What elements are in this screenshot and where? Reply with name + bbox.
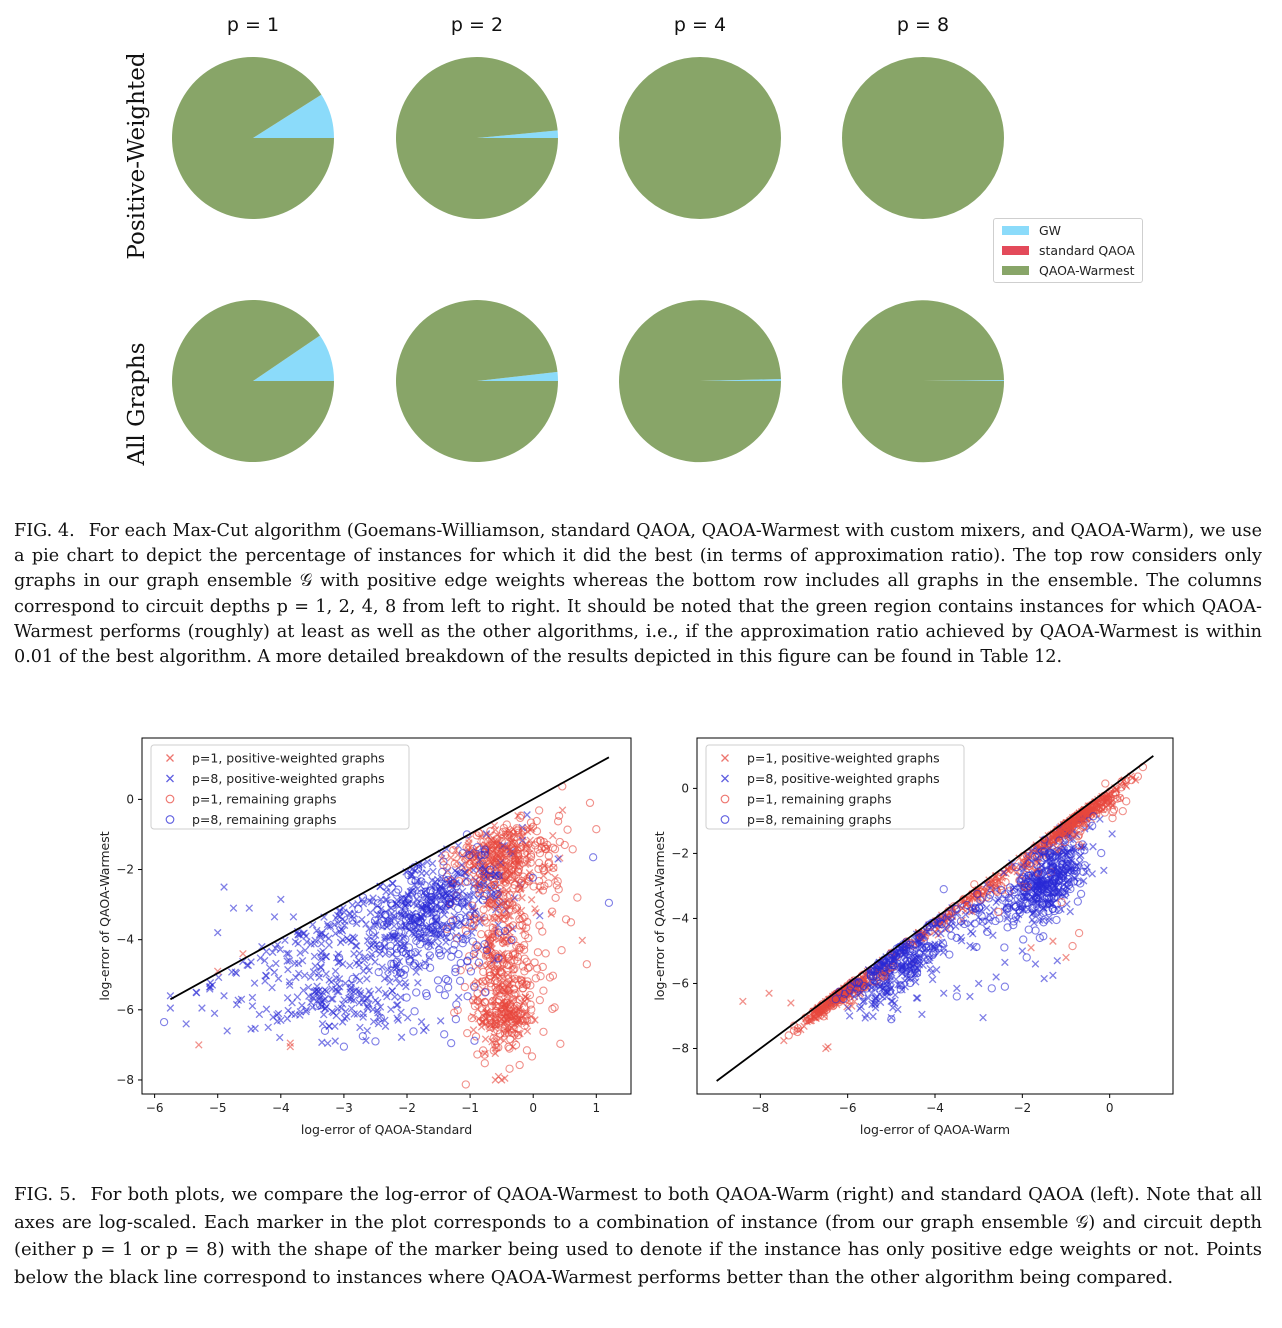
point-p-1-remaining-graphs [461,983,468,990]
point-p-8-positive-weighted-graphs [333,1012,340,1019]
x-axis-label-right: log-error of QAOA-Warm [859,1122,1011,1137]
x-tick-label-left: −6 [145,1101,164,1115]
point-p-8-positive-weighted-graphs [271,914,278,921]
point-p-1-remaining-graphs [564,826,571,833]
point-p-8-remaining-graphs [441,992,448,999]
scatter-figure [0,725,1282,1150]
legend-swatch-qaoa-warmest [1002,266,1029,275]
point-p-8-positive-weighted-graphs [325,935,332,942]
point-p-8-positive-weighted-graphs [398,1009,405,1016]
row-label-positive-weighted: Positive-Weighted [124,52,150,260]
point-p-8-remaining-graphs [471,1037,478,1044]
point-p-8-positive-weighted-graphs [285,966,292,973]
point-p-8-remaining-graphs [479,897,486,904]
point-p-8-positive-weighted-graphs [230,905,237,912]
x-tick-label-right: −4 [926,1101,944,1115]
point-p-1-positive-weighted-graphs [287,1043,294,1050]
legend-item-standard-qaoa [994,240,1142,260]
pie-slice-all-graphs-p-1-qaoa-warmest [172,300,334,462]
point-p-1-remaining-graphs [523,1047,530,1054]
point-p-1-positive-weighted-graphs [1028,944,1035,951]
legend-swatch-gw [1002,226,1029,235]
point-p-1-remaining-graphs [1069,942,1076,949]
point-p-8-positive-weighted-graphs [437,1018,444,1025]
point-p-8-positive-weighted-graphs [339,916,346,923]
point-p-8-positive-weighted-graphs [278,896,285,903]
point-p-8-remaining-graphs [605,899,612,906]
point-p-1-remaining-graphs [462,1081,469,1088]
point-p-8-positive-weighted-graphs [309,1004,316,1011]
point-p-8-remaining-graphs [457,977,464,984]
point-p-8-positive-weighted-graphs [393,1002,400,1009]
point-p-1-remaining-graphs [474,1051,481,1058]
point-p-1-positive-weighted-graphs [195,1042,202,1049]
y-tick-label-left: 0 [126,792,134,807]
point-p-8-positive-weighted-graphs [211,1010,218,1017]
point-p-8-positive-weighted-graphs [919,1011,926,1018]
point-p-8-positive-weighted-graphs [311,953,318,960]
legend-label-p-1-remaining-graphs: p=1, remaining graphs [192,791,337,807]
point-p-8-positive-weighted-graphs [224,1028,231,1035]
column-header-p4: p = 4 [673,14,727,36]
point-p-8-remaining-graphs [434,977,441,984]
point-p-1-remaining-graphs [1119,808,1126,815]
point-p-8-positive-weighted-graphs [356,977,363,984]
point-p-8-positive-weighted-graphs [1109,831,1116,838]
point-p-8-positive-weighted-graphs [347,962,354,969]
point-p-8-positive-weighted-graphs [332,1023,339,1030]
point-p-1-remaining-graphs [574,894,581,901]
point-p-8-positive-weighted-graphs [256,1011,263,1018]
point-p-8-positive-weighted-graphs [940,990,947,997]
legend-label-p-8-remaining-graphs: p=8, remaining graphs [192,812,337,827]
point-p-8-remaining-graphs [1001,983,1008,990]
point-p-8-positive-weighted-graphs [353,960,360,967]
point-p-8-remaining-graphs [464,993,471,1000]
legend-label-gw: GW [1039,222,1062,238]
point-p-8-positive-weighted-graphs [284,995,291,1002]
point-p-8-positive-weighted-graphs [975,980,982,987]
fig5-caption-label: FIG. 5. [14,1184,77,1205]
point-p-8-positive-weighted-graphs [263,1006,270,1013]
point-p-8-remaining-graphs [444,977,451,984]
x-tick-label-left: −5 [208,1101,227,1115]
pie-slice-all-graphs-p-4-qaoa-warmest [619,300,781,462]
point-p-1-remaining-graphs [593,826,600,833]
point-p-8-remaining-graphs [455,951,462,958]
point-p-1-remaining-graphs [549,1005,556,1012]
point-p-8-positive-weighted-graphs [292,939,299,946]
point-p-8-positive-weighted-graphs [295,970,302,977]
point-p-8-positive-weighted-graphs [251,980,258,987]
point-p-8-positive-weighted-graphs [199,1005,206,1012]
point-p-1-positive-weighted-graphs [740,998,747,1005]
legend-label-p-1-remaining-graphs: p=1, remaining graphs [747,791,892,807]
y-tick-label-left: −8 [116,1072,134,1087]
row-label-all-graphs: All Graphs [124,342,150,466]
point-p-8-positive-weighted-graphs [323,971,330,978]
point-p-8-positive-weighted-graphs [398,1034,405,1041]
point-p-1-positive-weighted-graphs [1063,954,1070,961]
point-p-8-positive-weighted-graphs [193,989,200,996]
point-p-8-remaining-graphs [413,989,420,996]
point-p-1-remaining-graphs [536,807,543,814]
point-p-8-positive-weighted-graphs [391,994,398,1001]
x-axis-label-left: log-error of QAOA-Standard [300,1122,473,1137]
y-axis-label-right: log-error of QAOA-Warmest [652,831,667,1001]
point-p-1-remaining-graphs [558,947,565,954]
column-header-p8: p = 8 [896,14,950,36]
pie-slice-all-graphs-p-2-qaoa-warmest [396,300,558,462]
point-p-1-remaining-graphs [464,1030,471,1037]
point-p-8-remaining-graphs [1032,927,1039,934]
point-p-1-remaining-graphs [536,997,543,1004]
point-p-1-positive-weighted-graphs [482,1036,489,1043]
point-p-8-positive-weighted-graphs [415,979,422,986]
point-p-1-remaining-graphs [586,799,593,806]
point-p-8-positive-weighted-graphs [889,998,896,1005]
legend-label-p-8-remaining-graphs: p=8, remaining graphs [747,812,892,827]
pie-positive-weighted-p-4 [619,57,781,219]
point-p-8-positive-weighted-graphs [1090,843,1097,850]
point-p-8-remaining-graphs [442,975,449,982]
point-p-8-positive-weighted-graphs [319,1039,326,1046]
point-p-1-positive-weighted-graphs [1050,938,1057,945]
point-p-8-positive-weighted-graphs [183,1021,190,1028]
point-p-8-positive-weighted-graphs [359,916,366,923]
point-p-8-positive-weighted-graphs [249,994,256,1001]
point-p-8-positive-weighted-graphs [404,1014,411,1021]
point-p-8-positive-weighted-graphs [388,1006,395,1013]
point-p-8-positive-weighted-graphs [367,909,374,916]
point-p-8-positive-weighted-graphs [429,860,436,867]
point-p-8-positive-weighted-graphs [895,1006,902,1013]
fig4-caption-text: For each Max-Cut algorithm (Goemans-Williamson, standard QAOA, QAOA-Warmest with custom mixers, and QAOA-Warm), we use a pie chart to depict the percentage of instances for which it did the best (in terms of approximation ratio). The top row considers only graphs in our graph ensemble 𝒢 with positive edge weights whereas the bottom row includes all graphs in the ensemble. The columns correspond to circuit depths p = 1, 2, 4, 8 from left to right. It should be noted that the green region contains instances for which QAOA-Warmest performs (roughly) at least as well as the other algorithms, i.e., if the approximation ratio achieved by QAOA-Warmest is within 0.01 of the best algorithm. A more detailed breakdown of the results depicted in this figure can be found in Table 12. [14,521,1262,668]
point-p-8-positive-weighted-graphs [993,899,1000,906]
point-p-1-remaining-graphs [545,852,552,859]
point-p-1-positive-weighted-graphs [528,896,535,903]
point-p-1-remaining-graphs [481,1060,488,1067]
point-p-1-remaining-graphs [506,1065,513,1072]
point-p-8-remaining-graphs [1001,944,1008,951]
point-p-8-positive-weighted-graphs [326,977,333,984]
point-p-1-positive-weighted-graphs [788,1000,795,1007]
point-p-8-positive-weighted-graphs [344,1013,351,1020]
point-p-8-positive-weighted-graphs [423,1024,430,1031]
legend-label-p-1-positive-weighted-graphs: p=1, positive-weighted graphs [192,750,385,766]
point-p-1-remaining-graphs [528,1053,535,1060]
point-p-8-positive-weighted-graphs [342,980,349,987]
point-p-8-positive-weighted-graphs [265,1024,272,1031]
y-tick-label-left: −4 [116,932,134,947]
point-p-1-remaining-graphs [540,987,547,994]
legend-label-p-8-positive-weighted-graphs: p=8, positive-weighted graphs [192,771,385,786]
pie-slice-all-graphs-p-8-qaoa-warmest [842,300,1004,462]
point-p-1-remaining-graphs [512,1041,519,1048]
point-p-8-remaining-graphs [1077,890,1084,897]
point-p-8-positive-weighted-graphs [1089,871,1096,878]
point-p-8-positive-weighted-graphs [320,1011,327,1018]
point-p-8-positive-weighted-graphs [248,1026,255,1033]
y-tick-label-right: −2 [671,846,689,861]
point-p-8-positive-weighted-graphs [870,1013,877,1020]
point-p-1-positive-weighted-graphs [825,1044,832,1051]
point-p-8-positive-weighted-graphs [326,942,333,949]
point-p-8-remaining-graphs [1098,849,1105,856]
x-tick-label-left: −1 [461,1101,479,1115]
point-p-8-positive-weighted-graphs [332,1038,339,1045]
x-tick-label-left: −4 [271,1101,290,1115]
point-p-8-positive-weighted-graphs [385,973,392,980]
point-p-8-positive-weighted-graphs [1029,917,1036,924]
point-p-8-positive-weighted-graphs [536,912,543,919]
point-p-8-positive-weighted-graphs [914,995,921,1002]
point-p-8-positive-weighted-graphs [221,884,228,891]
point-p-1-positive-weighted-graphs [240,950,247,957]
point-p-8-positive-weighted-graphs [332,968,339,975]
y-tick-label-right: −6 [671,976,689,991]
scatter-legend-left [151,745,409,829]
legend-label-p-1-positive-weighted-graphs: p=1, positive-weighted graphs [747,750,940,766]
legend-item-qaoa-warmest [994,260,1142,280]
point-p-8-remaining-graphs [439,868,446,875]
point-p-8-positive-weighted-graphs [390,880,397,887]
pie-positive-weighted-p-8 [842,57,1004,219]
fig4-caption [14,519,1262,670]
scatter-panel-left [97,738,631,1137]
scatter-legend-right [706,745,964,829]
point-p-1-remaining-graphs [472,1033,479,1040]
point-p-8-positive-weighted-graphs [430,868,437,875]
point-p-1-remaining-graphs [549,844,556,851]
point-p-8-positive-weighted-graphs [1054,957,1061,964]
point-p-8-positive-weighted-graphs [284,1015,291,1022]
y-tick-label-left: −2 [116,862,134,877]
point-p-8-positive-weighted-graphs [455,994,462,1001]
pie-positive-weighted-p-2 [396,57,558,219]
point-p-1-remaining-graphs [1123,798,1130,805]
point-p-8-positive-weighted-graphs [337,939,344,946]
point-p-1-remaining-graphs [534,949,541,956]
point-p-8-positive-weighted-graphs [967,993,974,1000]
pie-slice-positive-weighted-p-4-qaoa-warmest [619,57,781,219]
point-p-8-positive-weighted-graphs [273,960,280,967]
point-p-8-positive-weighted-graphs [308,999,315,1006]
point-p-8-remaining-graphs [946,951,953,958]
point-p-8-positive-weighted-graphs [929,976,936,983]
point-p-1-remaining-graphs [552,894,559,901]
point-p-8-positive-weighted-graphs [357,1024,364,1031]
point-p-8-positive-weighted-graphs [356,950,363,957]
point-p-8-positive-weighted-graphs [954,985,961,992]
point-p-8-positive-weighted-graphs [980,1014,987,1021]
point-p-8-positive-weighted-graphs [893,976,900,983]
point-p-8-remaining-graphs [448,953,455,960]
point-p-1-remaining-graphs [1076,929,1083,936]
point-p-8-remaining-graphs [1025,926,1032,933]
point-p-8-positive-weighted-graphs [967,928,974,935]
point-p-8-positive-weighted-graphs [214,929,221,936]
pie-legend [993,218,1143,283]
point-p-8-positive-weighted-graphs [1101,867,1108,874]
point-p-8-remaining-graphs [410,1028,417,1035]
point-p-1-remaining-graphs [540,1028,547,1035]
point-p-1-positive-weighted-graphs [549,832,556,839]
point-p-8-positive-weighted-graphs [285,1007,292,1014]
point-p-8-positive-weighted-graphs [248,959,255,966]
legend-label-standard-qaoa: standard QAOA [1039,242,1135,258]
point-p-8-remaining-graphs [160,1018,167,1025]
legend-label-p-8-positive-weighted-graphs: p=8, positive-weighted graphs [747,771,940,786]
point-p-8-positive-weighted-graphs [228,969,235,976]
point-p-8-remaining-graphs [448,1040,455,1047]
point-p-8-remaining-graphs [359,1033,366,1040]
point-p-8-remaining-graphs [452,1016,459,1023]
y-tick-label-right: −4 [671,911,689,926]
point-p-8-positive-weighted-graphs [993,974,1000,981]
x-tick-label-right: −2 [1013,1101,1032,1115]
point-p-8-positive-weighted-graphs [341,922,348,929]
point-p-8-positive-weighted-graphs [1067,908,1074,915]
point-p-8-positive-weighted-graphs [276,1034,283,1041]
legend-item-gw [994,220,1142,240]
point-p-1-remaining-graphs [557,1040,564,1047]
column-header-p1: p = 1 [226,14,280,36]
point-p-8-positive-weighted-graphs [326,1023,333,1030]
x-tick-label-left: 1 [592,1101,601,1115]
point-p-1-positive-weighted-graphs [766,990,773,997]
column-header-p2: p = 2 [450,14,504,36]
point-p-8-positive-weighted-graphs [269,984,276,991]
x-tick-label-left: −3 [335,1101,353,1115]
point-p-8-remaining-graphs [436,986,443,993]
point-p-1-remaining-graphs [1102,780,1109,787]
point-p-1-remaining-graphs [516,1061,523,1068]
point-p-1-remaining-graphs [583,961,590,968]
point-p-8-remaining-graphs [321,1027,328,1034]
point-p-8-positive-weighted-graphs [249,1003,256,1010]
point-p-8-positive-weighted-graphs [1019,948,1026,955]
y-axis-label-left: log-error of QAOA-Warmest [97,831,112,1001]
point-p-1-positive-weighted-graphs [287,1040,294,1047]
point-p-8-remaining-graphs [411,1008,418,1015]
point-p-8-remaining-graphs [590,854,597,861]
point-p-8-positive-weighted-graphs [301,972,308,979]
legend-swatch-standard-qaoa [1002,246,1029,255]
pie-slice-positive-weighted-p-8-qaoa-warmest [842,57,1004,219]
y-tick-label-left: −6 [116,1002,134,1017]
point-p-8-positive-weighted-graphs [1032,961,1039,968]
point-p-8-positive-weighted-graphs [319,1021,326,1028]
point-p-8-remaining-graphs [372,1038,379,1045]
point-p-8-positive-weighted-graphs [352,942,359,949]
point-p-8-positive-weighted-graphs [303,933,310,940]
point-p-1-remaining-graphs [539,887,546,894]
point-p-8-positive-weighted-graphs [846,1013,853,1020]
y-tick-label-right: 0 [681,781,689,796]
point-p-8-remaining-graphs [340,1043,347,1050]
point-p-8-remaining-graphs [355,905,362,912]
point-p-8-remaining-graphs [953,993,960,1000]
point-p-8-positive-weighted-graphs [262,972,269,979]
point-p-8-positive-weighted-graphs [221,992,228,999]
fig5-caption-text: For both plots, we compare the log-error of QAOA-Warmest to both QAOA-Warm (right) and standard QAOA (left). Note that all axes are log-scaled. Each marker in the plot corresponds to a combination of instance (from our graph ensemble 𝒢) and circuit depth (either p = 1 or p = 8) with the shape of the marker being used to denote if the instance has only positive edge weights or not. Points below the black line correspond to instances where QAOA-Warmest performs better than the other algorithm being compared. [14,1184,1262,1288]
x-tick-label-left: 0 [529,1101,538,1115]
y-tick-label-right: −8 [671,1041,689,1056]
point-p-8-positive-weighted-graphs [312,963,319,970]
point-p-8-remaining-graphs [1023,954,1030,961]
point-p-8-positive-weighted-graphs [266,964,273,971]
point-p-1-remaining-graphs [536,922,543,929]
x-tick-label-right: −8 [751,1101,770,1115]
point-p-8-positive-weighted-graphs [364,976,371,983]
point-p-8-remaining-graphs [1074,898,1081,905]
fig4-caption-label: FIG. 4. [14,521,75,541]
point-p-8-positive-weighted-graphs [324,1040,331,1047]
point-p-1-positive-weighted-graphs [492,1077,499,1084]
pie-slice-positive-weighted-p-2-qaoa-warmest [396,57,558,219]
pie-all-graphs-p-2 [396,300,558,462]
point-p-8-positive-weighted-graphs [215,974,222,981]
pie-slice-positive-weighted-p-1-qaoa-warmest [172,57,334,219]
point-p-8-positive-weighted-graphs [275,975,282,982]
point-p-8-positive-weighted-graphs [418,1018,425,1025]
point-p-8-remaining-graphs [988,985,995,992]
point-p-1-remaining-graphs [542,950,549,957]
point-p-8-positive-weighted-graphs [318,940,325,947]
point-p-1-remaining-graphs [569,846,576,853]
point-p-8-positive-weighted-graphs [1002,959,1009,966]
point-p-8-positive-weighted-graphs [293,974,300,981]
legend-label-qaoa-warmest: QAOA-Warmest [1039,262,1135,278]
x-tick-label-right: −6 [838,1101,857,1115]
point-p-8-remaining-graphs [403,994,410,1001]
point-p-8-remaining-graphs [441,1031,448,1038]
point-p-8-positive-weighted-graphs [382,1023,389,1030]
point-p-1-remaining-graphs [478,931,485,938]
scatter-panel-right [652,738,1173,1137]
pie-all-graphs-p-1 [172,300,334,462]
pie-positive-weighted-p-1 [172,57,334,219]
pie-all-graphs-p-8 [842,300,1004,462]
point-p-1-positive-weighted-graphs [579,937,586,944]
point-p-8-remaining-graphs [1020,936,1027,943]
x-tick-label-right: 0 [1105,1101,1114,1115]
point-p-8-remaining-graphs [1053,916,1060,923]
point-p-8-positive-weighted-graphs [299,1002,306,1009]
point-p-8-positive-weighted-graphs [418,870,425,877]
point-p-8-positive-weighted-graphs [1050,972,1057,979]
point-p-8-remaining-graphs [971,920,978,927]
fig5-caption [14,1181,1262,1291]
point-p-8-positive-weighted-graphs [375,987,382,994]
point-p-8-positive-weighted-graphs [246,905,253,912]
point-p-8-remaining-graphs [940,886,947,893]
point-p-8-positive-weighted-graphs [1041,975,1048,982]
x-tick-label-left: −2 [398,1101,416,1115]
point-p-8-positive-weighted-graphs [167,1005,174,1012]
point-p-8-positive-weighted-graphs [290,914,297,921]
pie-all-graphs-p-4 [619,300,781,462]
point-p-8-remaining-graphs [445,984,452,991]
